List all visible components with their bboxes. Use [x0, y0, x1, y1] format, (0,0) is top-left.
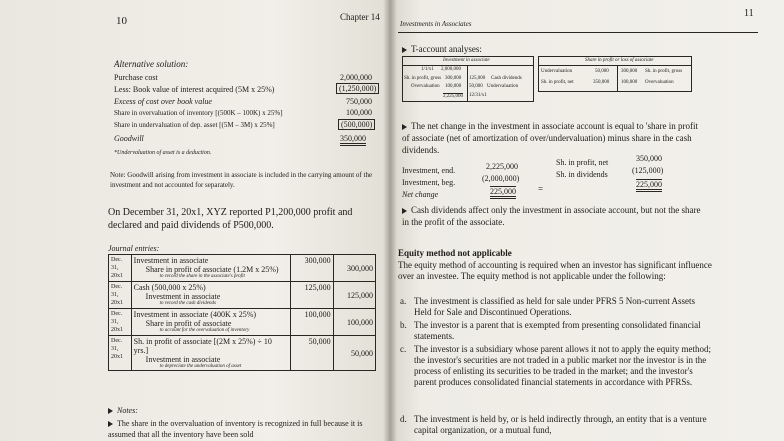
journal-date: Dec. 31, 20x1 — [109, 255, 132, 282]
undervaluation-footnote: *Undervaluation of asset is a deduction. — [114, 150, 212, 156]
equity-heading: Equity method not applicable — [398, 248, 512, 258]
equity-paragraph: The equity method of accounting is required when an investor has significant influence over an investee. The equity method is not applicable under the following: — [398, 260, 712, 281]
journal-cr: 100,000 — [333, 309, 375, 336]
journal-credit: Investment in associate — [145, 292, 221, 301]
notes-text: The share in the overvaluation of inventory is recognized in full because it is assumed that all the inventory have been sold — [108, 419, 363, 439]
calc-equals: = — [538, 184, 544, 194]
journal-debit: Cash (500,000 x 25%) — [133, 283, 206, 292]
calc-value: 225,000 — [490, 186, 516, 199]
alt-row-value: 100,000 — [346, 108, 372, 117]
list-marker: b. — [400, 320, 407, 330]
list-item: The investor is a subsidiary whose parent allows it not to apply the equity method; the investor's securities are not traded in a public market nor the investor is in the process of enlisting its securities to be traded in the market; and the investor's parent produces consolidated financial statements in accordance with PFRSs. — [414, 344, 711, 387]
calc-value: 2,225,000 — [486, 162, 518, 171]
t-heading: Share in profit or loss of associate — [585, 58, 654, 63]
left-page-number: 10 — [116, 15, 127, 27]
alt-row-label: Excess of cost over book value — [114, 97, 212, 106]
journal-dr: 100,000 — [291, 309, 333, 336]
bullet-icon — [402, 124, 407, 130]
journal-accounts — [131, 282, 291, 309]
alt-row-label: Less: Book value of interest acquired (5M x 25%) — [114, 85, 275, 94]
bullet-icon — [108, 408, 113, 414]
running-header: Investments in Associates — [400, 20, 472, 28]
alt-row-value: 750,000 — [346, 97, 372, 106]
calc-value: (125,000) — [632, 166, 664, 175]
list-item: The investor is a parent that is exempted from presenting consolidated financial statements. — [414, 320, 701, 341]
journal-memo: to record the cash dividends — [159, 301, 216, 306]
journal-entry — [109, 336, 376, 371]
journal-date: Dec. 31, 20x1 — [109, 282, 132, 309]
journal-accounts — [131, 255, 291, 282]
alt-solution-title: Alternative solution: — [114, 59, 189, 69]
alt-row-label: Purchase cost — [114, 73, 158, 82]
calc-value: (2,000,000) — [482, 174, 520, 183]
journal-credit: Share in profit of associate (1.2M x 25%) — [145, 265, 279, 274]
alt-row-value: 350,000 — [340, 134, 366, 146]
goodwill-note: Note: Goodwill arising from investment in associate is included in the carrying amount of the investment and not accounted for separately. — [110, 171, 373, 189]
t-account-share-in-profit: Share in profit or loss of associate Undervaluation 50,000 300,000 Sh. in profit, gross Sh. in profit, net 350,000 100,000 Overvaluation — [538, 56, 692, 92]
journal-memo: to depreciate the undervaluation of asset — [159, 364, 242, 369]
calc-label: Sh. in dividends — [556, 170, 608, 179]
list-item: The investment is held by, or is held indirectly through, an entity that is a venture capital organization, or a mutual fund, — [414, 414, 707, 435]
alt-row-value: (1,250,000) — [336, 83, 379, 94]
journal-entry — [109, 255, 376, 282]
calc-label: Investment, beg. — [402, 178, 456, 187]
t-account-investment: Investment in associate 1/1/x1 2,000,000 Sh. in profit, gross 300,000 125,000 Cash dividends Overvaluation 100,000 50,000 Undervaluation 2,225,000 12/31/x1 — [402, 56, 534, 102]
alt-row-label: Share in overvaluation of inventory [(500K – 100K) x 25%] — [114, 109, 283, 117]
journal-accounts — [131, 309, 291, 336]
list-marker: d. — [400, 414, 407, 424]
calc-value: 350,000 — [636, 154, 662, 163]
left-page — [0, 0, 390, 441]
calc-label: Sh. in profit, net — [556, 158, 609, 167]
right-page-number: 11 — [744, 8, 754, 19]
journal-debit: Investment in associate (400K x 25%) — [133, 310, 257, 319]
net-change-paragraph: The net change in the investment in associate account is equal to 'share in profit of associate (net of amortization of over/undervaluation) minus share in the cash dividends. — [402, 121, 699, 155]
alt-row-label: Goodwill — [114, 134, 144, 143]
journal-credit: Share in profit of associate — [145, 319, 232, 328]
list-marker: a. — [400, 296, 407, 306]
t-heading: Investment in associate — [443, 58, 490, 63]
list-marker: c. — [400, 344, 407, 354]
journal-memo: to record the share in the associate's profit — [159, 274, 245, 279]
journal-date: Dec. 31, 20x1 — [109, 309, 132, 336]
journal-debit: Sh. in profit of associate [(2M x 25%) ÷ 10 yrs.] — [133, 337, 272, 355]
chapter-label: Chapter 14 — [340, 12, 380, 22]
journal-cr: 300,000 — [333, 255, 375, 282]
bullet-icon — [108, 421, 113, 427]
alt-row-value: 2,000,000 — [340, 73, 372, 82]
journal-table — [108, 254, 376, 371]
bullet-icon — [402, 208, 407, 214]
book-gutter — [383, 0, 397, 441]
journal-entry — [109, 282, 376, 309]
journal-dr: 125,000 — [291, 282, 333, 309]
journal-date: Dec. 31, 20x1 — [109, 336, 132, 371]
calc-value: 225,000 — [636, 179, 662, 192]
journal-cr: 50,000 — [333, 336, 375, 371]
journal-dr: 50,000 — [291, 336, 333, 371]
notes-title: Notes: — [108, 406, 138, 415]
journal-debit: Investment in associate — [133, 256, 209, 265]
journal-entry — [109, 309, 376, 336]
alt-row-label: Share in undervaluation of dep. asset [(5M – 3M) x 25%] — [114, 121, 275, 129]
journal-credit: Investment in associate — [145, 355, 221, 364]
right-page — [390, 0, 784, 441]
list-item: The investment is classified as held for sale under PFRS 5 Non-current Assets Held for Sale and Discontinued Operations. — [414, 296, 695, 317]
t-account-title: T-account analyses: — [402, 44, 482, 54]
calc-label: Investment, end. — [402, 166, 456, 175]
journal-cr: 125,000 — [333, 282, 375, 309]
bullet-icon — [402, 47, 407, 53]
journal-memo: to account for the overvaluation of inventory — [159, 328, 250, 333]
cash-dividends-paragraph: Cash dividends affect only the investment in associate account, but not the share in the profit of the associate. — [402, 205, 701, 227]
december-paragraph: On December 31, 20x1, XYZ reported P1,200,000 profit and declared and paid dividends of P500,000. — [108, 207, 353, 231]
journal-title: Journal entries: — [108, 244, 160, 253]
alt-row-value: (500,000) — [338, 119, 375, 130]
calc-label: Net change — [402, 190, 439, 199]
journal-accounts — [131, 336, 291, 371]
journal-dr: 300,000 — [291, 255, 333, 282]
